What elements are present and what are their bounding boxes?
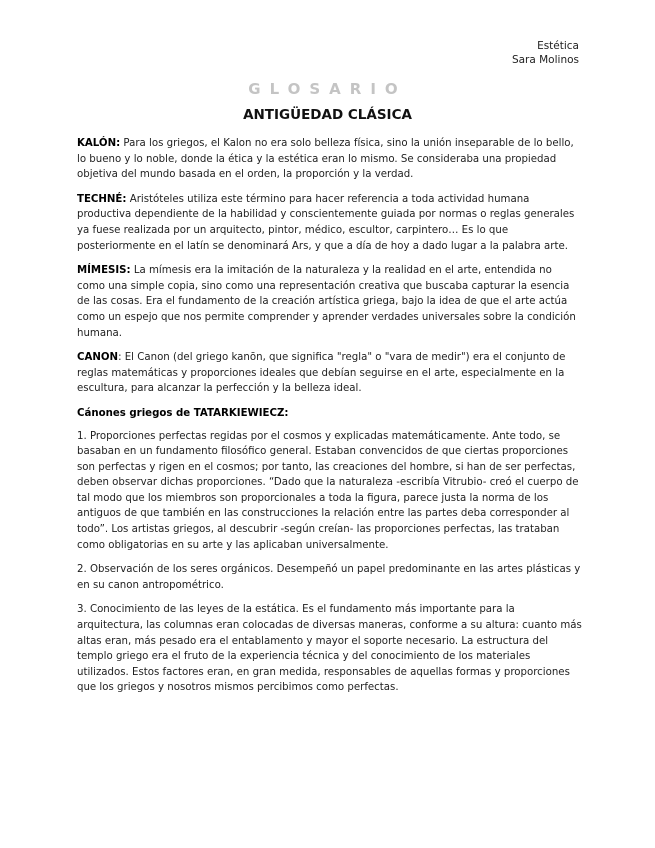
- entry-mimesis: [77, 263, 582, 341]
- entry-term: MÍMESIS:: [77, 265, 131, 277]
- author-label: Sara Molinos: [511, 54, 579, 66]
- canon-item-1: 1. Proporciones perfectas regidas por el cosmos y explicadas matemáticamente. Ante todo, se basaban en un fundamento filosófico general. Estaban convencidos de que ciertas proporciones son perfectas y rigen en el cosmos; por tanto, las creaciones del hombre, si han de ser perfectas, deben observar dichas proporciones. “Dado que la naturaleza -escribía Vitrubio- creó el cuerpo de tal modo que los miembros son proporcionales a toda la figura, parece justa la norma de los antiguos de que también en las construcciones la relación entre las partes deba corresponder al todo”. Los artistas griegos, al descubrir -según creían- las proporciones perfectas, las trataban como obligatorias en su arte y las aplicaban universalmente.: [77, 430, 579, 551]
- entry-term: CANON: [77, 352, 119, 364]
- page-title: ANTIGÜEDAD CLÁSICA: [243, 107, 412, 123]
- entry-text: Aristóteles utiliza este término para hacer referencia a toda actividad humana productiva dependiente de la habilidad y conscientemente guiada por normas o reglas generales ya fuese realizada por un arquitecto, pintor, médico, escultor, carpintero… Es lo que posteriormente en el latín se denominará Ars, y que a día de hoy a dado lugar a la palabra arte.: [77, 193, 575, 252]
- glosario-heading: GLOSARIO: [248, 80, 407, 98]
- subject-label: Estética: [537, 40, 579, 52]
- entry-canon: [77, 350, 582, 397]
- entry-term: KALÓN:: [77, 138, 121, 149]
- entry-text: La mímesis era la imitación de la naturaleza y la realidad en el arte, entendida no como una simple copia, sino como una representación creativa que buscaba capturar la esencia de las cosas. Era el fundamento de la creación artística griega, bajo la idea de que el arte actúa como un espejo que nos permite comprender y aprender verdades universales sobre la condición humana.: [77, 265, 576, 339]
- entry-term: TECHNÉ:: [77, 193, 127, 205]
- document-header: [512, 39, 579, 67]
- entry-kalon: [77, 136, 582, 183]
- canon-item-2: 2. Observación de los seres orgánicos. Desempeñó un papel predominante en las artes plásticas y en su canon antropométrico.: [77, 564, 581, 591]
- canon-item-3: 3. Conocimiento de las leyes de la estática. Es el fundamento más importante para la arquitectura, las columnas eran colocadas de diversas maneras, conforme a su altura: cuanto más altas eran, más pesado era el entablamento y mayor el soporte necesario. La estructura del templo griego era el fruto de la experiencia técnica y del conocimiento de los materiales utilizados. Estos factores eran, en gran medida, responsables de aquellas formas y proporciones que los griegos y nosotros mismos percibimos como perfectas.: [77, 604, 582, 694]
- entry-text: : El Canon (del griego kanōn, que significa "regla" o "vara de medir") era el conjunto de reglas matemáticas y proporciones ideales que debían seguirse en el arte, especialmente en la escultura, para alcanzar la perfección y la belleza ideal.: [77, 352, 566, 395]
- entry-text: Para los griegos, el Kalon no era solo belleza física, sino la unión inseparable de lo bello, lo bueno y lo noble, donde la ética y la estética eran lo mismo. Se consideraba una propiedad objetiva del mundo basada en el orden, la proporción y la verdad.: [77, 138, 574, 181]
- entry-techne: [77, 192, 582, 254]
- document-body: [77, 136, 582, 705]
- canones-heading: Cánones griegos de TATARKIEWIECZ:: [77, 407, 289, 419]
